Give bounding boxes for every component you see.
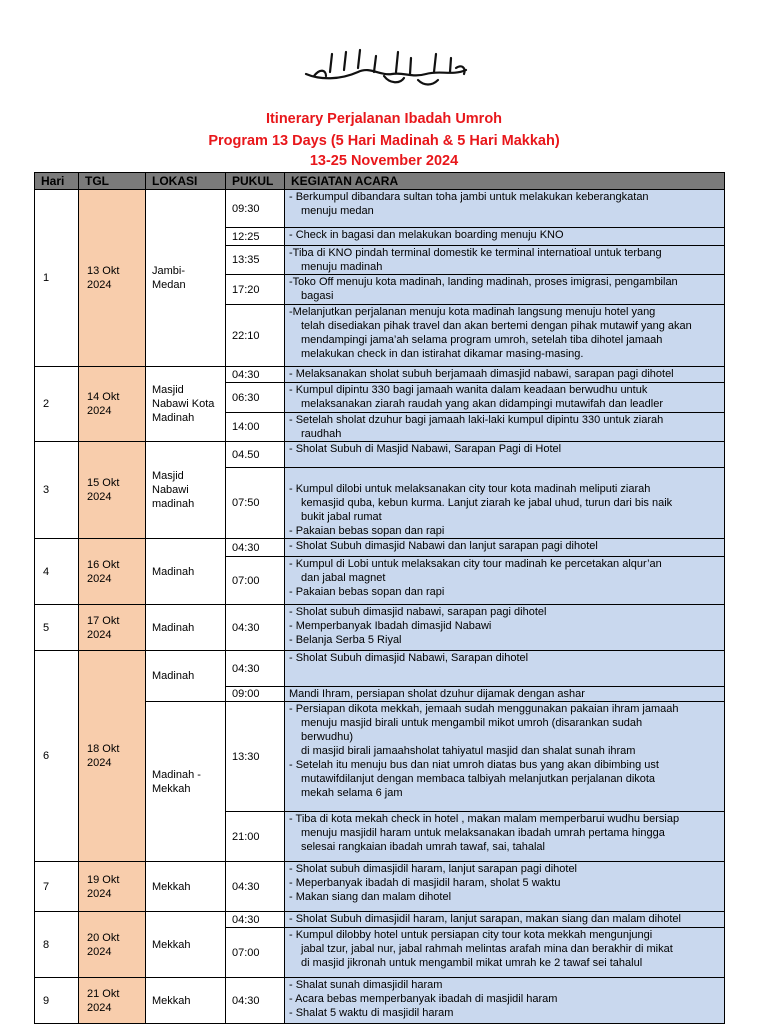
table-row bbox=[35, 539, 725, 557]
date-day: 18 Okt bbox=[87, 743, 120, 755]
date-year: 2024 bbox=[87, 572, 112, 585]
activity-line: - Berkumpul dibandara sultan toha jambi untuk melakukan keberangkatan bbox=[289, 191, 649, 203]
activity-line: bagasi bbox=[301, 290, 334, 302]
time: 13:35 bbox=[226, 246, 285, 275]
date-year: 2024 bbox=[87, 628, 112, 641]
activity-line: menuju madinah bbox=[301, 261, 383, 273]
day-number: 4 bbox=[35, 539, 79, 605]
day-date bbox=[79, 651, 146, 862]
activity-line: menuju masjid birali untuk mengambil mikot umroh (disarankan sudah bbox=[301, 717, 643, 729]
itinerary-table bbox=[34, 172, 725, 1024]
activity-line: -Tiba di KNO pindah terminal domestik ke terminal internatioal untuk terbang bbox=[289, 247, 662, 259]
location bbox=[146, 605, 226, 651]
activity-line: - Sholat subuh dimasjid nabawi, sarapan pagi dihotel bbox=[289, 606, 547, 618]
location bbox=[146, 442, 226, 539]
day-date bbox=[79, 367, 146, 442]
location bbox=[146, 978, 226, 1024]
activity-line: menuju medan bbox=[301, 205, 374, 217]
time: 09:30 bbox=[226, 190, 285, 228]
activity bbox=[285, 228, 725, 246]
day-number: 1 bbox=[35, 190, 79, 367]
activity-line: - Meperbanyak ibadah di masjidil haram, sholat 5 waktu bbox=[289, 877, 561, 889]
date-year: 2024 bbox=[87, 945, 112, 958]
date-day: 17 Okt bbox=[87, 614, 120, 627]
table-row bbox=[35, 978, 725, 1024]
time: 04:30 bbox=[226, 367, 285, 383]
time: 22:10 bbox=[226, 305, 285, 367]
activity-line: - Shalat 5 waktu di masjidil haram bbox=[289, 1007, 454, 1019]
activity-line: telah disediakan pihak travel dan akan bertemi dengan pihak mutawif yang akan bbox=[301, 320, 692, 332]
date-year: 2024 bbox=[87, 279, 112, 291]
location-line: Madinah bbox=[152, 412, 195, 424]
activity-line: - Melaksanakan sholat subuh berjamaah dimasjid nabawi, sarapan pagi dihotel bbox=[289, 368, 674, 380]
activity-line: - Sholat Subuh dimasjid Nabawi, Sarapan dihotel bbox=[289, 652, 529, 664]
activity-line: - Setelah itu menuju bus dan niat umroh diatas bus yang akan dibimbing ust bbox=[289, 759, 659, 771]
activity-line: di masjid birali jamaahsholat tahiyatul masjid dan shalat sunah ihram bbox=[301, 745, 636, 757]
date-year: 2024 bbox=[87, 405, 112, 417]
activity-line: berwudhu) bbox=[301, 731, 353, 743]
day-date bbox=[79, 862, 146, 912]
activity bbox=[285, 539, 725, 557]
location-line: Madinah bbox=[152, 670, 195, 682]
date-day: 14 Okt bbox=[87, 391, 120, 403]
activity-line: - Belanja Serba 5 Riyal bbox=[289, 634, 402, 646]
activity bbox=[285, 687, 725, 702]
title-line-1: Itinerary Perjalanan Ibadah Umroh bbox=[265, 111, 503, 127]
activity-line: mutawifdilanjut dengan membaca talbiyah melanjutkan perjalanan dikota bbox=[301, 773, 656, 785]
location bbox=[146, 190, 226, 367]
time: 04:30 bbox=[226, 539, 285, 557]
location-line: madinah bbox=[152, 498, 195, 510]
activity-line: - Sholat Subuh dimasjidil haram, lanjut sarapan, makan siang dan malam dihotel bbox=[289, 913, 681, 925]
header-kegiatan: KEGIATAN ACARA bbox=[285, 173, 725, 190]
activity bbox=[285, 383, 725, 413]
activity-line: - Acara bebas memperbanyak ibadah di masjidil haram bbox=[289, 993, 558, 1005]
activity bbox=[285, 367, 725, 383]
location-line: Mekkah bbox=[152, 938, 191, 951]
day-number: 6 bbox=[35, 651, 79, 862]
activity bbox=[285, 928, 725, 978]
time: 17:20 bbox=[226, 275, 285, 305]
activity-line bbox=[289, 468, 721, 482]
activity-line: - Check in bagasi dan melakukan boarding menuju KNO bbox=[289, 229, 564, 241]
activity-line: - Pakaian bebas sopan dan rapi bbox=[289, 525, 445, 537]
activity-line: jabal tzur, jabal nur, jabal rahmah melintas arafah mina dan berakhir di mikat bbox=[301, 943, 673, 955]
day-number: 9 bbox=[35, 978, 79, 1024]
location-line: Medan bbox=[152, 279, 186, 291]
table-row bbox=[35, 651, 725, 687]
date-day: 13 Okt bbox=[87, 265, 120, 277]
date-year: 2024 bbox=[87, 1001, 112, 1014]
activity-line: -Toko Off menuju kota madinah, landing madinah, proses imigrasi, pengambilan bbox=[289, 276, 678, 288]
header-tgl: TGL bbox=[79, 173, 146, 190]
table-row bbox=[35, 367, 725, 383]
activity-line: - Memperbanyak Ibadah dimasjid Nabawi bbox=[289, 620, 492, 632]
title-line-3: 13-25 November 2024 bbox=[309, 153, 459, 169]
itinerary-body bbox=[35, 190, 725, 1024]
activity bbox=[285, 190, 725, 228]
activity bbox=[285, 912, 725, 928]
day-number: 5 bbox=[35, 605, 79, 651]
location bbox=[146, 367, 226, 442]
date-year: 2024 bbox=[87, 887, 112, 900]
activity-line: melakukan check in dan istirahat dikamar masing-masing. bbox=[301, 348, 584, 360]
day-number: 7 bbox=[35, 862, 79, 912]
location bbox=[146, 912, 226, 978]
activity bbox=[285, 978, 725, 1024]
time: 07:00 bbox=[226, 928, 285, 978]
activity-line: - Pakaian bebas sopan dan rapi bbox=[289, 586, 445, 598]
time: 04:30 bbox=[226, 862, 285, 912]
activity bbox=[285, 862, 725, 912]
time: 04:30 bbox=[226, 651, 285, 687]
header-lokasi: LOKASI bbox=[146, 173, 226, 190]
location-line: Madinah - bbox=[152, 768, 201, 781]
activity-line: dan jabal magnet bbox=[301, 572, 386, 584]
time: 12:25 bbox=[226, 228, 285, 246]
day-number: 2 bbox=[35, 367, 79, 442]
activity bbox=[285, 605, 725, 651]
activity-line: melaksanakan ziarah raudah yang akan didampingi mutawifah dan leadler bbox=[301, 398, 664, 410]
location bbox=[146, 862, 226, 912]
activity bbox=[285, 246, 725, 275]
activity-line: - Kumpul dilobby hotel untuk persiapan city tour kota mekkah mengunjungi bbox=[289, 929, 653, 941]
date-day: 15 Okt bbox=[87, 477, 120, 489]
activity-line: menuju masjidil haram untuk melaksanakan ibadah umrah pertama hingga bbox=[301, 827, 665, 839]
time: 06:30 bbox=[226, 383, 285, 413]
activity-line: - Makan siang dan malam dihotel bbox=[289, 891, 452, 903]
activity-line: - Kumpul dipintu 330 bagi jamaah wanita dalam keadaan berwudhu untuk bbox=[289, 384, 648, 396]
activity-line: - Sholat Subuh di Masjid Nabawi, Sarapan Pagi di Hotel bbox=[289, 443, 562, 455]
activity-line: bukit jabal rumat bbox=[301, 511, 382, 523]
date-year: 2024 bbox=[87, 757, 112, 769]
day-date bbox=[79, 978, 146, 1024]
activity-line: - Setelah sholat dzuhur bagi jamaah laki-laki kumpul dipintu 330 untuk ziarah bbox=[289, 414, 664, 426]
table-row bbox=[35, 442, 725, 468]
location bbox=[146, 539, 226, 605]
table-row bbox=[35, 190, 725, 228]
location-line: Nabawi Kota bbox=[152, 398, 215, 410]
day-date bbox=[79, 442, 146, 539]
activity-line: -Melanjutkan perjalanan menuju kota madinah langsung menuju hotel yang bbox=[289, 306, 656, 318]
header-pukul: PUKUL bbox=[226, 173, 285, 190]
activity-line: - Sholat Subuh dimasjid Nabawi dan lanjut sarapan pagi dihotel bbox=[289, 540, 598, 552]
location-line: Mekkah bbox=[152, 782, 191, 795]
activity bbox=[285, 651, 725, 687]
day-number: 3 bbox=[35, 442, 79, 539]
time: 21:00 bbox=[226, 812, 285, 862]
table-row bbox=[35, 862, 725, 912]
activity bbox=[285, 468, 725, 539]
activity bbox=[285, 275, 725, 305]
time: 07:50 bbox=[226, 468, 285, 539]
header-hari: Hari bbox=[35, 173, 79, 190]
activity-line: selesai rangkaian ibadah umrah tawaf, sai, tahalal bbox=[301, 841, 545, 853]
location-line: Jambi- bbox=[152, 265, 186, 277]
time: 04:30 bbox=[226, 605, 285, 651]
date-day: 20 Okt bbox=[87, 931, 120, 944]
location-line: Madinah bbox=[152, 565, 195, 578]
time: 04:30 bbox=[226, 912, 285, 928]
activity-line: - Shalat sunah dimasjidil haram bbox=[289, 979, 443, 991]
activity bbox=[285, 812, 725, 862]
location-line: Masjid bbox=[152, 470, 184, 482]
location-line: Mekkah bbox=[152, 994, 191, 1007]
activity-line: - Kumpul dilobi untuk melaksanakan city tour kota madinah meliputi ziarah bbox=[289, 483, 651, 495]
table-row bbox=[35, 912, 725, 928]
location-line: Masjid bbox=[152, 384, 184, 396]
day-date bbox=[79, 912, 146, 978]
date-day: 19 Okt bbox=[87, 873, 120, 886]
location-line: Nabawi bbox=[152, 484, 189, 496]
time: 13:30 bbox=[226, 702, 285, 812]
time: 14:00 bbox=[226, 413, 285, 442]
activity-line: - Tiba di kota mekah check in hotel , makan malam memperbarui wudhu bersiap bbox=[289, 813, 680, 825]
location-line: Mekkah bbox=[152, 880, 191, 893]
activity-line: - Kumpul di Lobi untuk melaksakan city tour madinah ke percetakan alqur’an bbox=[289, 558, 662, 570]
location bbox=[146, 702, 226, 862]
date-day: 21 Okt bbox=[87, 987, 120, 1000]
activity bbox=[285, 442, 725, 468]
date-day: 16 Okt bbox=[87, 558, 120, 571]
time: 04.50 bbox=[226, 442, 285, 468]
table-header-row bbox=[35, 173, 725, 190]
basmala-calligraphy bbox=[300, 46, 470, 88]
activity-line: mendampingi jama’ah selama program umroh, setelah tiba dihotel jamaah bbox=[301, 334, 663, 346]
activity bbox=[285, 305, 725, 367]
activity-line: di masjid jikronah untuk mengambil mikat umrah ke 2 tawaf sei tahalul bbox=[301, 957, 643, 969]
activity-line: raudhah bbox=[301, 428, 342, 440]
activity-line: mekah selama 6 jam bbox=[301, 787, 403, 799]
activity bbox=[285, 413, 725, 442]
activity bbox=[285, 557, 725, 605]
day-date bbox=[79, 605, 146, 651]
activity-line: Mandi Ihram, persiapan sholat dzuhur dijamak dengan ashar bbox=[289, 688, 585, 700]
activity-line: - Persiapan dikota mekkah, jemaah sudah menggunakan pakaian ihram jamaah bbox=[289, 703, 679, 715]
activity bbox=[285, 702, 725, 812]
day-number: 8 bbox=[35, 912, 79, 978]
table-row bbox=[35, 605, 725, 651]
time: 04:30 bbox=[226, 978, 285, 1024]
time: 09:00 bbox=[226, 687, 285, 702]
day-date bbox=[79, 539, 146, 605]
time: 07:00 bbox=[226, 557, 285, 605]
activity-line: - Sholat subuh dimasjidil haram, lanjut sarapan pagi dihotel bbox=[289, 863, 578, 875]
location bbox=[146, 651, 226, 702]
activity-line: kemasjid quba, kebun kurma. Lanjut ziarah ke jabal uhud, turun dari bis naik bbox=[301, 497, 673, 509]
location-line: Madinah bbox=[152, 621, 195, 634]
day-date bbox=[79, 190, 146, 367]
title-line-2: Program 13 Days (5 Hari Madinah & 5 Hari Makkah) bbox=[208, 133, 560, 149]
date-year: 2024 bbox=[87, 491, 112, 503]
